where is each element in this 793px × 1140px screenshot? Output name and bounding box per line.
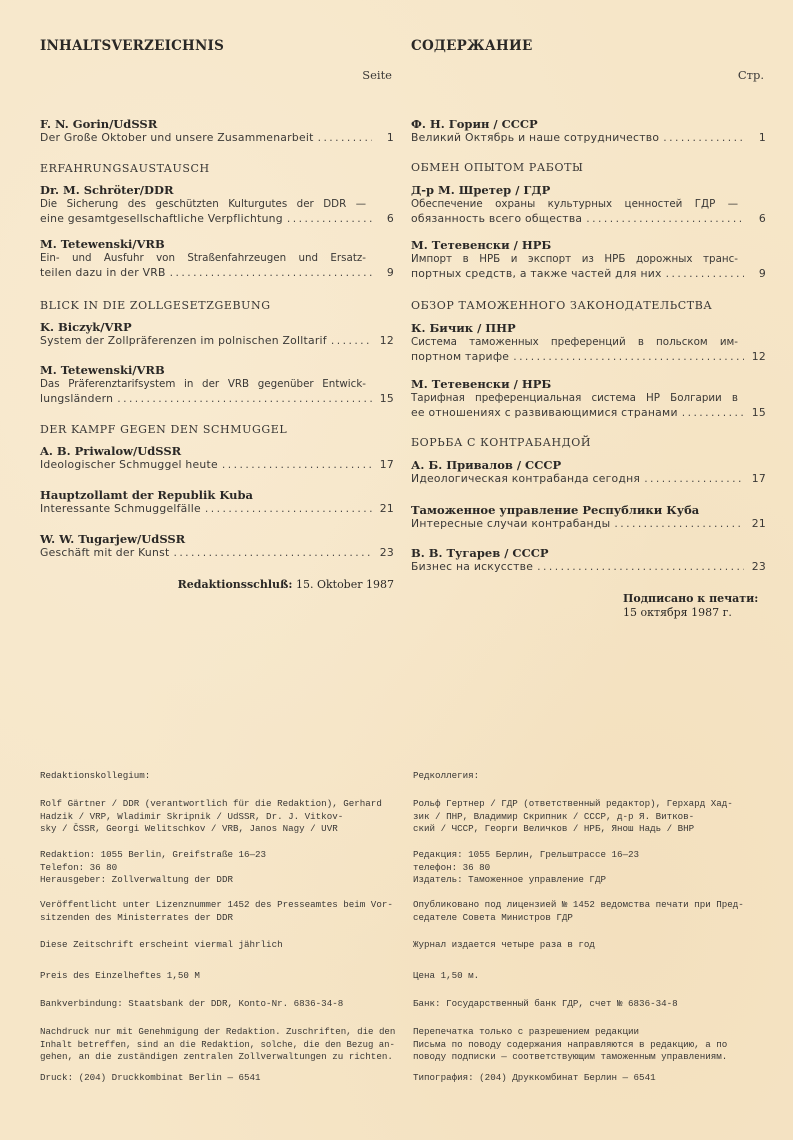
- license-line: Veröffentlicht unter Lizenznummer 1452 des Presseamtes beim Vor-: [40, 899, 393, 910]
- toc-entry[interactable]: [411, 458, 766, 487]
- price: Preis des Einzelheftes 1,50 M: [40, 970, 200, 981]
- publisher-line: Издатель: Таможенное управление ГДР: [413, 874, 606, 885]
- entry-author: В. В. Тугарев / СССР: [411, 546, 549, 560]
- leader-dots: [331, 334, 372, 349]
- license-line: sitzenden des Ministerrates der DDR: [40, 911, 233, 923]
- entry-author: A. B. Priwalow/UdSSR: [40, 444, 182, 458]
- toc-entry[interactable]: [411, 238, 766, 281]
- entry-page: 15: [379, 391, 394, 405]
- address-block: [413, 849, 639, 887]
- reprint-line: Inhalt betreffen, sind an die Redaktion, solche, die den Bezug an-: [40, 1038, 395, 1050]
- leader-dots: [205, 502, 372, 517]
- entry-title: Ideologischer Schmuggel heute: [40, 458, 218, 471]
- entry-page: 23: [379, 546, 394, 559]
- board-members: [413, 798, 733, 836]
- toc-entry[interactable]: [411, 546, 766, 575]
- entry-page: 12: [379, 334, 394, 347]
- entry-title: Импорт в НРБ и экспорт из НРБ дорожных транс-: [411, 253, 738, 265]
- entry-title: Die Sicherung des geschützten Kulturgutes der DDR —: [40, 198, 366, 210]
- entry-title: lungsländern: [40, 391, 114, 405]
- entry-title: Бизнес на искусстве: [411, 560, 534, 573]
- entry-author: M. Tetewenski/VRB: [40, 363, 165, 377]
- page-title: INHALTSVERZEICHNIS: [40, 38, 225, 54]
- toc-entry[interactable]: [40, 237, 394, 280]
- entry-author: К. Бичик / ПНР: [411, 321, 516, 335]
- printer: Druck: (204) Druckkombinat Berlin — 6541: [40, 1072, 261, 1083]
- page-column-header: Seite: [362, 68, 392, 82]
- toc-entry[interactable]: [40, 488, 394, 517]
- board-label: Редколлегия:: [413, 770, 480, 781]
- toc-entry[interactable]: [40, 117, 394, 146]
- bank-details: Bankverbindung: Staatsbank der DDR, Konto-Nr. 6836-34-8: [40, 998, 344, 1009]
- leader-dots: [644, 472, 744, 487]
- entry-title: Geschäft mit der Kunst: [40, 546, 170, 559]
- entry-page: 23: [751, 560, 766, 573]
- entry-author: Dr. M. Schröter/DDR: [40, 183, 174, 197]
- toc-entry[interactable]: [40, 183, 394, 226]
- printer: Типография: (204) Друккомбинат Берлин — 6541: [413, 1072, 656, 1083]
- entry-author: F. N. Gorin/UdSSR: [40, 117, 158, 131]
- leader-dots: [318, 131, 372, 146]
- toc-entry[interactable]: [40, 363, 394, 406]
- entry-title: Система таможенных преференций в польском им-: [411, 336, 738, 348]
- toc-entry[interactable]: [40, 532, 394, 561]
- board-line: Rolf Gärtner / DDR (verantwortlich für die Redaktion), Gerhard: [40, 798, 382, 809]
- leader-dots: [173, 546, 372, 561]
- entry-title: портных средств, а также частей для них: [411, 266, 662, 280]
- leader-dots: [117, 392, 372, 407]
- toc-entry[interactable]: [411, 117, 766, 146]
- signed-date: 15 октября 1987 г.: [623, 606, 732, 619]
- reprint-notice: [40, 1026, 404, 1064]
- reprint-line: Письма по поводу содержания направляются в редакцию, а по: [413, 1038, 728, 1050]
- board-line: Рольф Гертнер / ГДР (ответственный редактор), Герхард Хад-: [413, 798, 733, 809]
- entry-page: 21: [751, 517, 766, 530]
- leader-dots: [287, 212, 372, 227]
- entry-author: М. Тетевенски / НРБ: [411, 377, 552, 391]
- phone-line: телефон: 36 80: [413, 861, 491, 873]
- board-line: ский / ЧССР, Георги Величков / НРБ, Янош Надь / ВНР: [413, 823, 695, 834]
- section-heading: ERFAHRUNGSAUSTAUSCH: [40, 162, 210, 175]
- editorial-deadline: [178, 578, 394, 591]
- signed-for-print: [623, 592, 758, 620]
- reprint-notice: [413, 1026, 727, 1064]
- section-heading: BLICK IN DIE ZOLLGESETZGEBUNG: [40, 299, 271, 312]
- section-heading: ОБМЕН ОПЫТОМ РАБОТЫ: [411, 161, 584, 174]
- entry-title: teilen dazu in der VRB: [40, 265, 166, 279]
- page-column-header: Стр.: [737, 68, 764, 82]
- license-block: [40, 899, 393, 924]
- entry-author: W. W. Tugarjew/UdSSR: [40, 532, 186, 546]
- section-heading: БОРЬБА С КОНТРАБАНДОЙ: [411, 436, 592, 449]
- address-line: Редакция: 1055 Берлин, Грельштрассе 16—23: [413, 849, 640, 860]
- entry-title: портном тарифе: [411, 349, 510, 363]
- frequency: Diese Zeitschrift erscheint viermal jährlich: [40, 939, 283, 950]
- entry-author: Таможенное управление Республики Куба: [411, 503, 700, 517]
- entry-title: Тарифная преференциальная система НР Болгарии в: [411, 392, 738, 404]
- entry-title: Interessante Schmuggelfälle: [40, 502, 201, 515]
- board-line: Hadzik / VRP, Wladimir Skripnik / UdSSR, Dr. J. Vitkov-: [40, 810, 344, 822]
- phone-line: Telefon: 36 80: [40, 861, 118, 873]
- entry-page: 9: [386, 265, 394, 279]
- entry-title: Интересные случаи контрабанды: [411, 517, 611, 530]
- toc-entry[interactable]: [40, 320, 394, 349]
- entry-title: обязанность всего общества: [411, 211, 583, 225]
- price: Цена 1,50 м.: [413, 970, 480, 981]
- entry-page: 15: [751, 405, 766, 419]
- entry-page: 1: [758, 131, 766, 144]
- entry-page: 1: [386, 131, 394, 144]
- leader-dots: [586, 212, 744, 227]
- deadline-date: 15. Oktober 1987: [295, 578, 394, 591]
- reprint-line: поводу подписки — соответствующим таможенным управлениям.: [413, 1051, 728, 1062]
- license-block: [413, 899, 744, 924]
- entry-title: Обеспечение охраны культурных ценностей ГДР —: [411, 198, 738, 210]
- entry-author: K. Biczyk/VRP: [40, 320, 132, 334]
- entry-author: M. Tetewenski/VRB: [40, 237, 165, 251]
- leader-dots: [537, 560, 744, 575]
- entry-page: 17: [379, 458, 394, 471]
- publisher-line: Herausgeber: Zollverwaltung der DDR: [40, 874, 233, 885]
- entry-author: Ф. Н. Горин / СССР: [411, 117, 538, 131]
- board-label: Redaktionskollegium:: [40, 770, 151, 781]
- entry-title: Der Große Oktober und unsere Zusammenarbeit: [40, 131, 314, 144]
- board-line: sky / ČSSR, Georgi Welitschkov / VRB, Janos Nagy / UVR: [40, 823, 338, 834]
- leader-dots: [513, 350, 744, 365]
- section-heading: ОБЗОР ТАМОЖЕННОГО ЗАКОНОДАТЕЛЬСТВА: [411, 299, 713, 312]
- reprint-line: Перепечатка только с разрешением редакции: [413, 1026, 640, 1037]
- board-members: [40, 798, 382, 836]
- entry-page: 9: [758, 266, 766, 280]
- toc-entry[interactable]: [411, 321, 766, 364]
- entry-author: М. Тетевенски / НРБ: [411, 238, 552, 252]
- reprint-line: gehen, an die zuständigen zentralen Zollverwaltungen zu richten.: [40, 1051, 393, 1062]
- section-heading: DER KAMPF GEGEN DEN SCHMUGGEL: [40, 423, 288, 436]
- toc-entry[interactable]: [411, 503, 766, 532]
- address-line: Redaktion: 1055 Berlin, Greifstraße 16—23: [40, 849, 267, 860]
- license-line: Опубликовано под лицензией № 1452 ведомства печати при Пред-: [413, 899, 744, 910]
- entry-page: 6: [758, 211, 766, 225]
- entry-page: 21: [379, 502, 394, 515]
- license-line: седателе Совета Министров ГДР: [413, 911, 573, 923]
- entry-author: Hauptzollamt der Republik Kuba: [40, 488, 253, 502]
- frequency: Журнал издается четыре раза в год: [413, 939, 595, 950]
- toc-entry[interactable]: [411, 183, 766, 226]
- leader-dots: [682, 406, 744, 421]
- leader-dots: [614, 517, 744, 532]
- entry-title: Ein- und Ausfuhr von Straßenfahrzeugen und Ersatz-: [40, 252, 366, 264]
- deadline-label: Redaktionsschluß:: [177, 578, 293, 591]
- entry-title: eine gesamtgesellschaftliche Verpflichtung: [40, 211, 283, 225]
- entry-page: 6: [386, 211, 394, 225]
- toc-entry[interactable]: [411, 377, 766, 420]
- entry-page: 17: [751, 472, 766, 485]
- signed-label: Подписано к печати:: [623, 592, 759, 605]
- entry-title: Идеологическая контрабанда сегодня: [411, 472, 641, 485]
- entry-author: Д-р М. Шретер / ГДР: [411, 183, 551, 197]
- leader-dots: [666, 267, 744, 282]
- entry-title: Das Präferenztarifsystem in der VRB gegenüber Entwick-: [40, 378, 366, 390]
- entry-title: ее отношениях с развивающимися странами: [411, 405, 678, 419]
- toc-entry[interactable]: [40, 444, 394, 473]
- page-title: СОДЕРЖАНИЕ: [411, 38, 533, 54]
- board-line: зик / ПНР, Владимир Скрипник / СССР, д-р Я. Витков-: [413, 810, 695, 822]
- entry-title: Великий Октябрь и наше сотрудничество: [411, 131, 660, 144]
- entry-page: 12: [751, 349, 766, 363]
- address-block: [40, 849, 266, 887]
- entry-author: А. Б. Привалов / СССР: [411, 458, 562, 472]
- entry-title: System der Zollpräferenzen im polnischen Zolltarif: [40, 334, 327, 347]
- bank-details: Банк: Государственный банк ГДР, счет № 6836-34-8: [413, 998, 678, 1009]
- leader-dots: [222, 458, 372, 473]
- reprint-line: Nachdruck nur mit Genehmigung der Redaktion. Zuschriften, die den: [40, 1026, 396, 1037]
- leader-dots: [170, 266, 372, 281]
- leader-dots: [663, 131, 744, 146]
